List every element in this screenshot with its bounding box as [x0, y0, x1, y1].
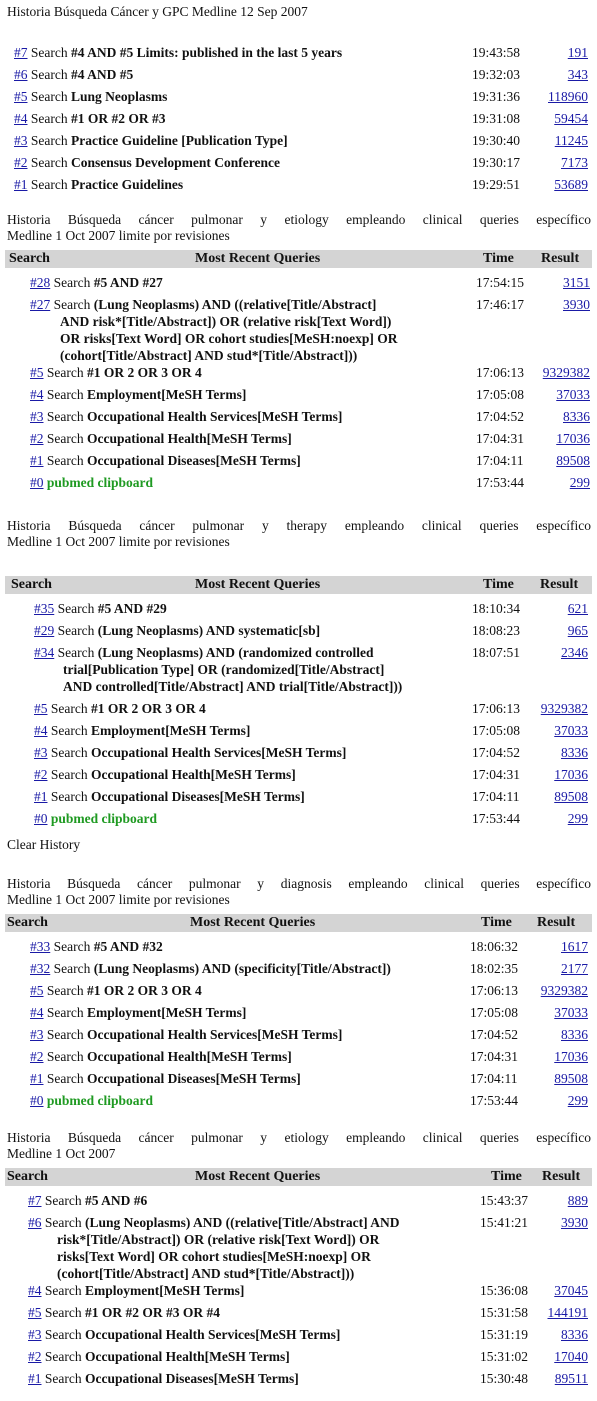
caption-line: Historia Búsqueda cáncer pulmonar y therapy empleando clinical queries específico [7, 518, 591, 533]
query-text-continuation: AND risk*[Title/Abstract]) OR (relative risk[Text Word]) [60, 314, 392, 329]
query-row [30, 408, 342, 426]
result-count-link[interactable]: 3930 [561, 1215, 588, 1230]
result-count-link[interactable]: 2346 [561, 645, 588, 660]
query-text: #1 OR #2 OR #3 OR #4 [81, 1305, 220, 1320]
query-text-continuation: risk*[Title/Abstract]) OR (relative risk[Text Word]) OR [57, 1232, 380, 1247]
history-section-5 [0, 1130, 597, 1386]
search-label: Search [50, 701, 88, 716]
search-label: Search [46, 431, 84, 446]
query-number-link[interactable]: #27 [30, 297, 51, 312]
query-row [28, 1326, 340, 1344]
caption-line: Medline 1 Oct 2007 limite por revisiones [7, 892, 230, 907]
caption-line: Historia Búsqueda cáncer pulmonar y etiology empleando clinical queries específico [7, 1130, 591, 1145]
section-caption [0, 1130, 597, 1162]
result-count-link[interactable]: 53689 [554, 177, 588, 192]
query-number-link[interactable]: #1 [30, 453, 44, 468]
query-number-link[interactable]: #3 [28, 1327, 42, 1342]
result-count-link[interactable]: 17036 [556, 431, 590, 446]
result-count-link[interactable]: 9329382 [540, 701, 588, 716]
query-text: #5 AND #27 [90, 275, 163, 290]
search-label: Search [30, 111, 68, 126]
query-row [34, 600, 167, 618]
query-text: Employment[MeSH Terms] [81, 1283, 245, 1298]
result-count-link[interactable]: 1617 [561, 939, 588, 954]
query-text: Occupational Health Services[MeSH Terms] [81, 1327, 341, 1342]
query-text: #4 AND #5 Limits: published in the last 5 years [67, 45, 343, 60]
header-time: Time [483, 577, 514, 592]
query-text: Practice Guideline [Publication Type] [67, 133, 288, 148]
query-text: Occupational Diseases[MeSH Terms] [83, 453, 301, 468]
section-caption [0, 4, 597, 20]
query-row [34, 810, 157, 828]
caption-line: Medline 1 Oct 2007 limite por revisiones [7, 534, 230, 549]
query-row [28, 1192, 147, 1210]
query-time: 17:06:13 [470, 983, 519, 998]
search-label: Search [57, 623, 95, 638]
query-number-link[interactable]: #7 [28, 1193, 42, 1208]
query-row [14, 44, 342, 62]
result-count-link[interactable]: 7173 [561, 155, 588, 170]
search-label: Search [30, 89, 68, 104]
search-label: Search [30, 155, 68, 170]
result-count-link[interactable]: 3930 [563, 297, 590, 312]
query-time: 15:36:08 [480, 1283, 529, 1298]
caption-line: Medline 1 Oct 2007 limite por revisiones [7, 228, 230, 243]
query-number-link[interactable]: #33 [30, 939, 51, 954]
query-text: Occupational Health[MeSH Terms] [87, 767, 296, 782]
result-count-link[interactable]: 89511 [554, 1371, 588, 1386]
query-row [14, 154, 280, 172]
query-text-continuation: (cohort[Title/Abstract] AND stud*[Title/Abstract])) [60, 348, 358, 363]
header-queries: Most Recent Queries [195, 577, 321, 592]
table-header [5, 1168, 592, 1186]
query-row [30, 960, 391, 978]
query-number-link[interactable]: #5 [34, 701, 48, 716]
query-row [30, 1004, 246, 1022]
query-number-link[interactable]: #6 [14, 67, 28, 82]
header-result: Result [537, 915, 576, 930]
query-number-link[interactable]: #0 [34, 811, 48, 826]
query-text-continuation: OR risks[Text Word] OR cohort studies[MeSH:noexp] OR [60, 331, 398, 346]
result-count-link[interactable]: 299 [567, 811, 588, 826]
result-count-link[interactable]: 89508 [556, 453, 590, 468]
section-caption [0, 876, 597, 908]
query-number-link[interactable]: #1 [14, 177, 28, 192]
query-number-link[interactable]: #28 [30, 275, 51, 290]
search-label: Search [30, 177, 68, 192]
query-number-link[interactable]: #6 [28, 1215, 42, 1230]
query-row [30, 386, 246, 404]
query-row [30, 1070, 301, 1088]
query-number-link[interactable]: #2 [28, 1349, 42, 1364]
result-count-link[interactable]: 8336 [563, 409, 590, 424]
history-section-3 [0, 518, 597, 852]
search-label: Search [50, 723, 88, 738]
query-row [28, 1370, 299, 1388]
header-queries: Most Recent Queries [195, 1169, 321, 1184]
query-number-link[interactable]: #4 [30, 1005, 44, 1020]
caption-line: Medline 1 Oct 2007 [7, 1146, 116, 1161]
query-time: 17:04:52 [472, 745, 521, 760]
query-time: 19:29:51 [472, 177, 521, 192]
query-text: (Lung Neoplasms) AND ((relative[Title/Abstract] [90, 297, 377, 312]
result-count-link[interactable]: 889 [567, 1193, 588, 1208]
caption-line: Historia Búsqueda Cáncer y GPC Medline 12 Sep 2007 [7, 4, 308, 19]
query-number-link[interactable]: #2 [14, 155, 28, 170]
section-caption [0, 212, 597, 244]
query-text: Practice Guidelines [67, 177, 184, 192]
search-label: Search [44, 1349, 82, 1364]
query-text: #1 OR 2 OR 3 OR 4 [83, 983, 202, 998]
history-section-1 [0, 4, 597, 192]
query-text-continuation: risks[Text Word] OR cohort studies[MeSH:noexp] OR [57, 1249, 371, 1264]
search-label: Search [46, 387, 84, 402]
query-time: 18:08:23 [472, 623, 521, 638]
query-text: #5 AND #6 [81, 1193, 148, 1208]
query-row [14, 88, 167, 106]
result-count-link[interactable]: 37045 [554, 1283, 588, 1298]
query-number-link[interactable]: #5 [30, 983, 44, 998]
query-time: 18:10:34 [472, 601, 521, 616]
query-row [30, 1026, 342, 1044]
query-text: #1 OR #2 OR #3 [67, 111, 166, 126]
query-time: 15:31:19 [480, 1327, 529, 1342]
query-text: #1 OR 2 OR 3 OR 4 [87, 701, 206, 716]
query-number-link[interactable]: #1 [28, 1371, 42, 1386]
result-count-link[interactable]: 191 [567, 45, 588, 60]
result-count-link[interactable]: 17036 [554, 767, 588, 782]
query-text: Lung Neoplasms [67, 89, 168, 104]
query-text-continuation: trial[Publication Type] OR (randomized[Title/Abstract] [63, 662, 385, 677]
search-label: Search [46, 1071, 84, 1086]
query-time: 19:30:17 [472, 155, 521, 170]
query-time: 19:43:58 [472, 45, 521, 60]
query-text: Occupational Health Services[MeSH Terms] [83, 409, 343, 424]
query-time: 17:06:13 [472, 701, 521, 716]
query-text: Occupational Health Services[MeSH Terms] [87, 745, 347, 760]
query-time: 18:06:32 [470, 939, 519, 954]
query-time: 15:31:58 [480, 1305, 529, 1320]
query-time: 15:41:21 [480, 1215, 529, 1230]
query-time: 15:31:02 [480, 1349, 529, 1364]
search-label: Search [46, 1027, 84, 1042]
search-label: Search [50, 767, 88, 782]
header-search: Search [7, 1169, 48, 1184]
result-count-link[interactable]: 8336 [561, 1027, 588, 1042]
result-count-link[interactable]: 37033 [556, 387, 590, 402]
query-number-link[interactable]: #7 [14, 45, 28, 60]
search-label: Search [53, 961, 91, 976]
query-time: 17:05:08 [472, 723, 521, 738]
query-time: 18:07:51 [472, 645, 521, 660]
query-text: Consensus Development Conference [67, 155, 280, 170]
query-time: 17:04:52 [470, 1027, 519, 1042]
query-time: 19:32:03 [472, 67, 521, 82]
query-row [30, 430, 292, 448]
result-count-link[interactable]: 89508 [554, 789, 588, 804]
query-text: Occupational Health Services[MeSH Terms] [83, 1027, 343, 1042]
result-count-link[interactable]: 37033 [554, 1005, 588, 1020]
header-queries: Most Recent Queries [195, 251, 321, 266]
query-text: (Lung Neoplasms) AND (randomized controlled [94, 645, 374, 660]
search-label: Search [46, 1005, 84, 1020]
search-label: Search [30, 45, 68, 60]
header-search: Search [9, 251, 50, 266]
result-count-link[interactable]: 299 [569, 475, 590, 490]
result-count-link[interactable]: 144191 [547, 1305, 588, 1320]
query-row [34, 766, 296, 784]
header-result: Result [541, 251, 580, 266]
result-count-link[interactable]: 299 [567, 1093, 588, 1108]
query-time: 17:53:44 [472, 811, 521, 826]
query-time: 19:31:08 [472, 111, 521, 126]
search-label: Search [46, 409, 84, 424]
query-number-link[interactable]: #34 [34, 645, 55, 660]
query-row [28, 1214, 399, 1232]
search-label: Search [44, 1215, 82, 1230]
search-label: Search [50, 745, 88, 760]
query-number-link[interactable]: #3 [14, 133, 28, 148]
table-header [5, 250, 592, 268]
query-time: 19:31:36 [472, 89, 521, 104]
query-time: 18:02:35 [470, 961, 519, 976]
query-row [34, 744, 346, 762]
clipboard-label: pubmed clipboard [46, 1093, 154, 1108]
query-time: 15:43:37 [480, 1193, 529, 1208]
query-row [30, 1048, 292, 1066]
query-text: Occupational Health[MeSH Terms] [81, 1349, 290, 1364]
query-row [14, 132, 288, 150]
query-number-link[interactable]: #2 [34, 767, 48, 782]
query-text: Occupational Health[MeSH Terms] [83, 1049, 292, 1064]
query-text: Occupational Health[MeSH Terms] [83, 431, 292, 446]
query-number-link[interactable]: #4 [30, 387, 44, 402]
header-result: Result [542, 1169, 581, 1184]
query-time: 17:04:11 [472, 789, 520, 804]
search-label: Search [46, 983, 84, 998]
query-number-link[interactable]: #29 [34, 623, 55, 638]
result-count-link[interactable]: 3151 [563, 275, 590, 290]
search-label: Search [50, 789, 88, 804]
query-row [34, 700, 206, 718]
query-time: 17:05:08 [476, 387, 525, 402]
query-number-link[interactable]: #2 [30, 431, 44, 446]
result-count-link[interactable]: 9329382 [540, 983, 588, 998]
query-number-link[interactable]: #35 [34, 601, 55, 616]
query-time: 17:46:17 [476, 297, 525, 312]
result-count-link[interactable]: 2177 [561, 961, 588, 976]
query-row [34, 622, 320, 640]
query-text: Employment[MeSH Terms] [87, 723, 251, 738]
clear-history-link[interactable]: Clear History [7, 837, 81, 852]
query-number-link[interactable]: #3 [30, 409, 44, 424]
search-label: Search [30, 67, 68, 82]
query-row [14, 110, 165, 128]
query-time: 17:04:11 [476, 453, 524, 468]
table-header [5, 914, 592, 932]
search-label: Search [53, 939, 91, 954]
result-count-link[interactable]: 17040 [554, 1349, 588, 1364]
header-result: Result [540, 577, 579, 592]
header-search: Search [11, 577, 52, 592]
search-label: Search [44, 1305, 82, 1320]
query-text: Occupational Diseases[MeSH Terms] [81, 1371, 299, 1386]
query-row [30, 474, 153, 492]
query-time: 17:04:52 [476, 409, 525, 424]
result-count-link[interactable]: 89508 [554, 1071, 588, 1086]
query-number-link[interactable]: #4 [14, 111, 28, 126]
result-count-link[interactable]: 621 [567, 601, 588, 616]
query-row [28, 1348, 290, 1366]
query-row [30, 296, 376, 314]
header-search: Search [7, 915, 48, 930]
search-label: Search [44, 1283, 82, 1298]
query-number-link[interactable]: #0 [30, 1093, 44, 1108]
query-text: (Lung Neoplasms) AND (specificity[Title/Abstract]) [90, 961, 391, 976]
header-time: Time [491, 1169, 522, 1184]
query-number-link[interactable]: #1 [30, 1071, 44, 1086]
clipboard-label: pubmed clipboard [46, 475, 154, 490]
search-label: Search [57, 645, 95, 660]
query-text: Occupational Diseases[MeSH Terms] [83, 1071, 301, 1086]
search-label: Search [44, 1371, 82, 1386]
result-count-link[interactable]: 37033 [554, 723, 588, 738]
query-number-link[interactable]: #4 [34, 723, 48, 738]
query-number-link[interactable]: #5 [28, 1305, 42, 1320]
result-count-link[interactable]: 118960 [548, 89, 588, 104]
query-row [30, 364, 202, 382]
result-count-link[interactable]: 59454 [554, 111, 588, 126]
result-count-link[interactable]: 343 [567, 67, 588, 82]
query-row [30, 452, 301, 470]
result-count-link[interactable]: 17036 [554, 1049, 588, 1064]
query-time: 17:06:13 [476, 365, 525, 380]
query-number-link[interactable]: #3 [34, 745, 48, 760]
result-count-link[interactable]: 8336 [561, 745, 588, 760]
search-label: Search [30, 133, 68, 148]
query-row [30, 274, 163, 292]
search-label: Search [44, 1327, 82, 1342]
search-label: Search [53, 297, 91, 312]
query-text: #5 AND #32 [90, 939, 163, 954]
query-text: Employment[MeSH Terms] [83, 387, 247, 402]
search-label: Search [46, 365, 84, 380]
query-number-link[interactable]: #1 [34, 789, 48, 804]
query-time: 17:04:31 [472, 767, 521, 782]
query-time: 17:54:15 [476, 275, 525, 290]
query-text: (Lung Neoplasms) AND systematic[sb] [94, 623, 321, 638]
result-count-link[interactable]: 8336 [561, 1327, 588, 1342]
header-queries: Most Recent Queries [190, 915, 316, 930]
query-number-link[interactable]: #0 [30, 475, 44, 490]
query-text: #5 AND #29 [94, 601, 167, 616]
query-text: Occupational Diseases[MeSH Terms] [87, 789, 305, 804]
query-time: 17:04:31 [476, 431, 525, 446]
query-row [30, 982, 202, 1000]
query-text-continuation: AND controlled[Title/Abstract] AND trial[Title/Abstract])) [63, 679, 403, 694]
section-caption [0, 518, 597, 550]
query-row [30, 938, 163, 956]
query-number-link[interactable]: #3 [30, 1027, 44, 1042]
search-label: Search [44, 1193, 82, 1208]
query-row [14, 176, 183, 194]
header-time: Time [483, 251, 514, 266]
query-row [34, 788, 305, 806]
result-count-link[interactable]: 9329382 [542, 365, 590, 380]
query-row [28, 1304, 220, 1322]
query-number-link[interactable]: #5 [14, 89, 28, 104]
query-time: 19:30:40 [472, 133, 521, 148]
query-text: #1 OR 2 OR 3 OR 4 [83, 365, 202, 380]
search-label: Search [53, 275, 91, 290]
header-time: Time [481, 915, 512, 930]
query-time: 17:04:31 [470, 1049, 519, 1064]
history-section-2 [0, 212, 597, 490]
result-count-link[interactable]: 965 [567, 623, 588, 638]
query-number-link[interactable]: #2 [30, 1049, 44, 1064]
query-number-link[interactable]: #5 [30, 365, 44, 380]
clipboard-label: pubmed clipboard [50, 811, 158, 826]
query-time: 17:04:11 [470, 1071, 518, 1086]
query-row [34, 722, 250, 740]
query-text: Employment[MeSH Terms] [83, 1005, 247, 1020]
query-time: 15:30:48 [480, 1371, 529, 1386]
query-text: (Lung Neoplasms) AND ((relative[Title/Abstract] AND [81, 1215, 400, 1230]
query-time: 17:53:44 [470, 1093, 519, 1108]
history-section-4 [0, 876, 597, 1108]
query-row [34, 644, 374, 662]
query-text: #4 AND #5 [67, 67, 134, 82]
search-label: Search [46, 1049, 84, 1064]
query-number-link[interactable]: #32 [30, 961, 51, 976]
query-row [30, 1092, 153, 1110]
result-count-link[interactable]: 11245 [554, 133, 588, 148]
table-header [5, 576, 592, 594]
search-label: Search [46, 453, 84, 468]
query-time: 17:05:08 [470, 1005, 519, 1020]
caption-line: Historia Búsqueda cáncer pulmonar y diagnosis empleando clinical queries específico [7, 876, 591, 891]
caption-line: Historia Búsqueda cáncer pulmonar y etiology empleando clinical queries específico [7, 212, 591, 227]
query-row [14, 66, 133, 84]
query-text-continuation: (cohort[Title/Abstract] AND stud*[Title/Abstract])) [57, 1266, 355, 1281]
search-label: Search [57, 601, 95, 616]
query-row [28, 1282, 244, 1300]
query-number-link[interactable]: #4 [28, 1283, 42, 1298]
query-time: 17:53:44 [476, 475, 525, 490]
